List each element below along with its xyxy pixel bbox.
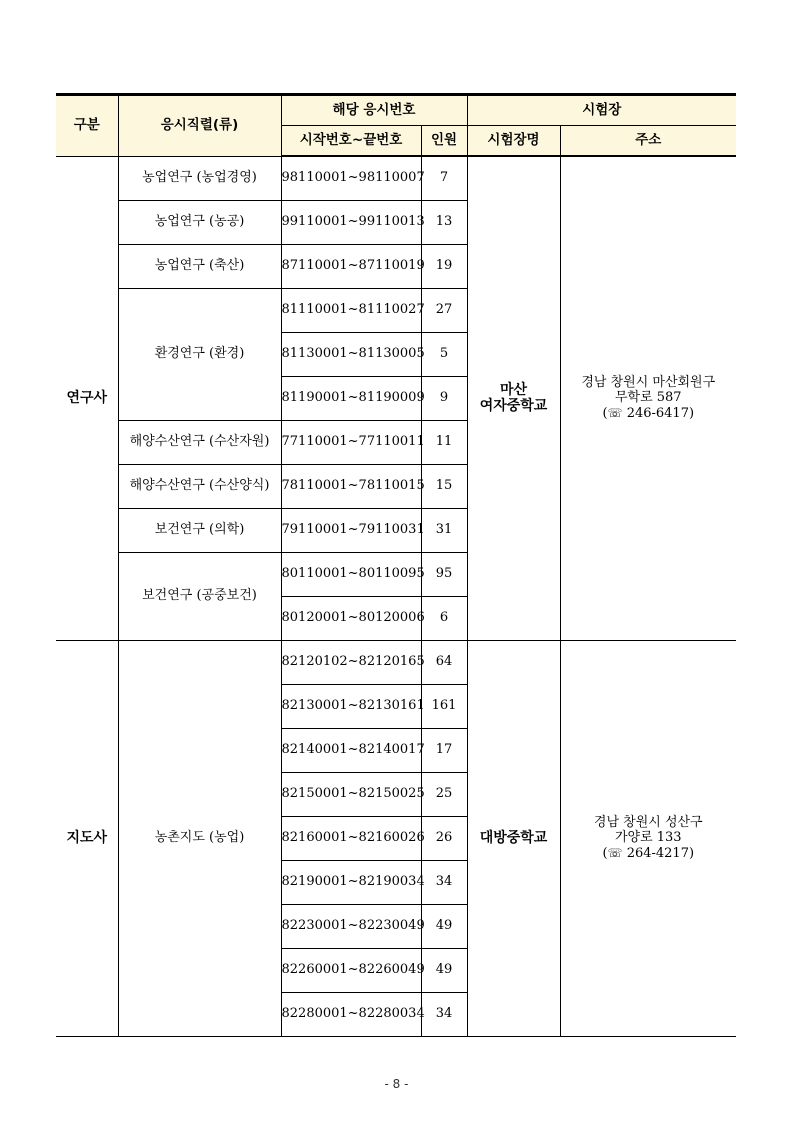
count-cell: 26 (421, 816, 467, 860)
position-cell: 환경연구 (환경) (118, 288, 281, 420)
range-cell: 82190001~82190034 (281, 860, 421, 904)
range-cell: 82280001~82280034 (281, 992, 421, 1036)
position-cell: 농촌지도 (농업) (118, 640, 281, 1036)
address-cell (560, 156, 736, 640)
range-cell: 81190001~81190009 (281, 376, 421, 420)
count-cell: 64 (421, 640, 467, 684)
phone-icon: ☏ (607, 845, 623, 860)
count-cell: 19 (421, 244, 467, 288)
count-cell: 25 (421, 772, 467, 816)
category-cell: 연구사 (56, 156, 118, 640)
address-phone: (☏ 264-4217) (602, 845, 695, 861)
address-line2: 가양로 133 (614, 830, 682, 846)
count-cell: 6 (421, 596, 467, 640)
range-cell: 78110001~78110015 (281, 464, 421, 508)
count-cell: 5 (421, 332, 467, 376)
category-cell: 지도사 (56, 640, 118, 1036)
header-position: 응시직렬(류) (118, 95, 281, 157)
position-cell: 해양수산연구 (수산양식) (118, 464, 281, 508)
address-line2: 무학로 587 (614, 390, 682, 406)
position-cell: 농업연구 (농공) (118, 200, 281, 244)
position-cell: 해양수산연구 (수산자원) (118, 420, 281, 464)
range-cell: 81130001~81130005 (281, 332, 421, 376)
range-cell: 82230001~82230049 (281, 904, 421, 948)
table-row (56, 156, 736, 200)
count-cell: 95 (421, 552, 467, 596)
range-cell: 82150001~82150025 (281, 772, 421, 816)
page-number: - 8 - (384, 1077, 409, 1091)
venue-name-cell (467, 156, 560, 640)
venue-name-line1: 마산 (499, 382, 528, 399)
count-cell: 17 (421, 728, 467, 772)
range-cell: 98110001~98110007 (281, 156, 421, 200)
address-cell (560, 640, 736, 1036)
count-cell: 27 (421, 288, 467, 332)
count-cell: 13 (421, 200, 467, 244)
count-cell: 31 (421, 508, 467, 552)
range-cell: 80110001~80110095 (281, 552, 421, 596)
range-cell: 81110001~81110027 (281, 288, 421, 332)
position-cell: 농업연구 (축산) (118, 244, 281, 288)
count-cell: 161 (421, 684, 467, 728)
count-cell: 49 (421, 904, 467, 948)
header-count: 인원 (421, 126, 467, 157)
phone-icon: ☏ (607, 406, 623, 421)
range-cell: 99110001~99110013 (281, 200, 421, 244)
count-cell: 11 (421, 420, 467, 464)
range-cell: 82140001~82140017 (281, 728, 421, 772)
range-cell: 82160001~82160026 (281, 816, 421, 860)
phone-number: 246-6417 (626, 406, 689, 422)
address-line1: 경남 창원시 마산회원구 (581, 374, 716, 390)
count-cell: 15 (421, 464, 467, 508)
address-phone: (☏ 246-6417) (602, 406, 695, 422)
range-cell: 77110001~77110011 (281, 420, 421, 464)
count-cell: 9 (421, 376, 467, 420)
address-line1: 경남 창원시 성산구 (593, 814, 703, 830)
range-cell: 82130001~82130161 (281, 684, 421, 728)
header-exam-numbers: 해당 응시번호 (281, 95, 467, 126)
range-cell: 82260001~82260049 (281, 948, 421, 992)
venue-name-cell (467, 640, 560, 1036)
header-venue-group: 시험장 (467, 95, 736, 126)
range-cell: 80120001~80120006 (281, 596, 421, 640)
count-cell: 34 (421, 860, 467, 904)
header-venue-name: 시험장명 (467, 126, 560, 157)
count-cell: 49 (421, 948, 467, 992)
header-category: 구분 (56, 95, 118, 157)
venue-name-line2: 여자중학교 (479, 398, 548, 415)
position-cell: 보건연구 (의학) (118, 508, 281, 552)
header-address: 주소 (560, 126, 736, 157)
count-cell: 7 (421, 156, 467, 200)
range-cell: 82120102~82120165 (281, 640, 421, 684)
count-cell: 34 (421, 992, 467, 1036)
range-cell: 79110001~79110031 (281, 508, 421, 552)
phone-number: 264-4217 (626, 845, 689, 861)
venue-name-line1: 대방중학교 (479, 829, 548, 846)
header-range: 시작번호~끝번호 (281, 126, 421, 157)
range-cell: 87110001~87110019 (281, 244, 421, 288)
position-cell: 농업연구 (농업경영) (118, 156, 281, 200)
table-row (56, 640, 736, 684)
position-cell: 보건연구 (공중보건) (118, 552, 281, 640)
exam-venue-table (56, 93, 736, 1037)
